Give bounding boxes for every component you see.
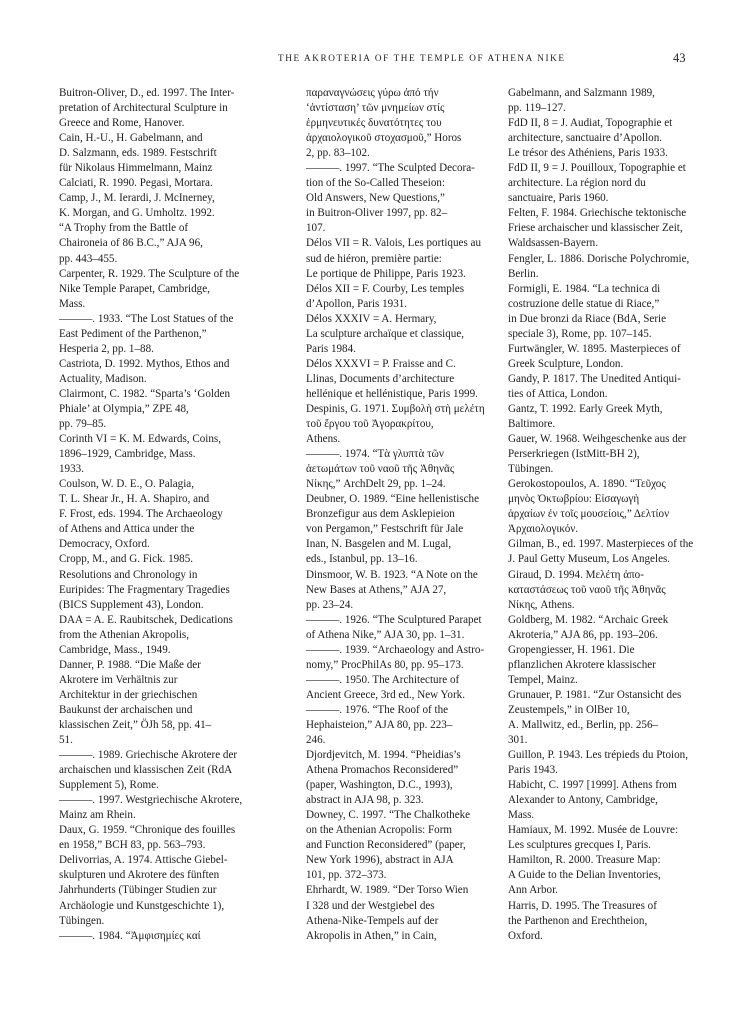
running-title: THE AKROTERIA OF THE TEMPLE OF ATHENA NIKE xyxy=(278,53,566,63)
entry-line: Tempel, Mainz. xyxy=(508,673,578,686)
entry-line: Furtwängler, W. 1895. Masterpieces of xyxy=(508,342,681,355)
entry-line: Gerokostopoulos, A. 1890. “Τεῦχος xyxy=(508,478,666,491)
entry-line: Euripides: The Fragmentary Tragedies xyxy=(59,583,230,596)
entry-line: the Parthenon and Erechtheion, xyxy=(508,914,648,927)
entry-line: Supplement 5), Rome. xyxy=(59,779,159,792)
entry-line: Alexander to Antony, Cambridge, xyxy=(508,794,658,807)
bibliography-entry xyxy=(508,613,718,643)
entry-line: Cambridge, Mass., 1949. xyxy=(59,643,171,656)
entry-line: Friese archaischer und klassischer Zeit, xyxy=(508,222,683,235)
entry-line: Mainz am Rhein. xyxy=(59,809,136,822)
entry-line: Gauer, W. 1968. Weihgeschenke aus der xyxy=(508,433,687,446)
bibliography-entry xyxy=(59,432,264,477)
entry-line: A. Mallwitz, ed., Berlin, pp. 256– xyxy=(508,718,659,731)
entry-line: Délos XXXIV = A. Hermary, xyxy=(306,312,437,325)
entry-line: Hesperia 2, pp. 1–88. xyxy=(59,342,154,355)
entry-line: ———. 1926. “The Sculptured Parapet xyxy=(306,613,482,626)
entry-line: Perserkriegen (IstMitt-BH 2), xyxy=(508,448,640,461)
entry-line: J. Paul Getty Museum, Los Angeles. xyxy=(508,553,671,566)
entry-line: pp. 443–455. xyxy=(59,252,118,265)
entry-line: ———. 1997. “The Sculpted Decora- xyxy=(306,162,475,175)
entry-line: Zeustempels,” in OlBer 10, xyxy=(508,703,630,716)
entry-line: Mass. xyxy=(59,297,86,310)
entry-line: Harris, D. 1995. The Treasures of xyxy=(508,899,657,912)
bibliography-entry xyxy=(508,282,718,342)
bibliography-entry xyxy=(59,86,264,131)
entry-line: Gilman, B., ed. 1997. Masterpieces of the xyxy=(508,538,694,551)
running-header xyxy=(0,53,742,69)
bibliography-entry xyxy=(508,688,718,748)
entry-line: Le portique de Philippe, Paris 1923. xyxy=(306,267,466,280)
bibliography-entry xyxy=(306,808,504,883)
entry-line: Buitron-Oliver, D., ed. 1997. The Inter- xyxy=(59,87,235,99)
entry-line: Old Answers, New Questions,” xyxy=(306,192,445,205)
entry-line: ‘ἀντίσταση’ τῶν μνημείων στίς xyxy=(306,102,445,115)
entry-line: from the Athenian Akropolis, xyxy=(59,628,190,641)
entry-line: Cain, H.-U., H. Gabelmann, and xyxy=(59,132,203,145)
bibliography-entry xyxy=(59,929,264,944)
entry-line: en 1958,” BCH 83, pp. 563–793. xyxy=(59,839,206,852)
bibliography-entry xyxy=(508,477,718,537)
entry-line: Ancient Greece, 3rd ed., New York. xyxy=(306,688,465,701)
entry-line: Habicht, C. 1997 [1999]. Athens from xyxy=(508,779,677,792)
entry-line: ἀετωμάτων τοῦ ναοῦ τῆς Ἀθηνᾶς xyxy=(306,463,455,476)
bibliography-entry xyxy=(508,116,718,161)
entry-line: Les sculptures grecques I, Paris. xyxy=(508,839,651,852)
entry-line: (BICS Supplement 43), London. xyxy=(59,598,204,611)
bibliography-entry xyxy=(508,432,718,477)
bibliography-entry xyxy=(508,161,718,206)
bibliography-column-1 xyxy=(59,86,264,944)
entry-line: Democracy, Oxford. xyxy=(59,538,150,551)
bibliography-entry xyxy=(306,86,504,161)
entry-line: Jahrhunderts (Tübinger Studien zur xyxy=(59,884,217,897)
entry-line: Despinis, G. 1971. Συμβολὴ στὴ μελέτη xyxy=(306,402,485,415)
entry-line: Berlin. xyxy=(508,267,539,280)
entry-line: archaischen und klassischen Zeit (RdA xyxy=(59,764,233,777)
entry-line: Waldsassen-Bayern. xyxy=(508,237,598,250)
entry-line: Deubner, O. 1989. “Eine hellenistische xyxy=(306,493,479,506)
entry-line: 101, pp. 372–373. xyxy=(306,869,387,882)
entry-line: speciale 3), Rome, pp. 107–145. xyxy=(508,327,652,340)
bibliography-entry xyxy=(508,643,718,688)
entry-line: in Buitron-Oliver 1997, pp. 82– xyxy=(306,207,448,220)
entry-line: παραναγνώσεις γύρω ἀπό τήν xyxy=(306,87,439,99)
entry-line: Paris 1984. xyxy=(306,342,356,355)
entry-line: Greece and Rome, Hanover. xyxy=(59,117,185,130)
entry-line: (paper, Washington, D.C., 1993), xyxy=(306,779,453,792)
entry-line: pp. 23–24. xyxy=(306,598,354,611)
entry-line: Mass. xyxy=(508,809,535,822)
bibliography-entry xyxy=(59,658,264,748)
bibliography-entry xyxy=(306,492,504,567)
entry-line: Dinsmoor, W. B. 1923. “A Note on the xyxy=(306,568,478,581)
entry-line: καταστάσεως τοῦ ναοῦ τῆς Ἀθηνᾶς xyxy=(508,583,666,596)
entry-line: sud de hiéron, première partie: xyxy=(306,252,442,265)
bibliography-entry xyxy=(59,387,264,432)
entry-line: abstract in AJA 98, p. 323. xyxy=(306,794,424,807)
entry-line: ———. 1939. “Archaeology and Astro- xyxy=(306,643,485,656)
entry-line: 107. xyxy=(306,222,326,235)
entry-line: Carpenter, R. 1929. The Sculpture of the xyxy=(59,267,240,280)
bibliography-entry xyxy=(508,899,718,944)
entry-line: Nike Temple Parapet, Cambridge, xyxy=(59,282,210,295)
entry-line: Fengler, L. 1886. Dorische Polychromie, xyxy=(508,252,690,265)
entry-line: K. Morgan, and G. Umholtz. 1992. xyxy=(59,207,215,220)
entry-line: Calciati, R. 1990. Pegasi, Mortara. xyxy=(59,177,213,190)
entry-line: Oxford. xyxy=(508,929,543,942)
bibliography-entry xyxy=(306,613,504,643)
entry-line: Tübingen. xyxy=(508,463,554,476)
entry-line: 246. xyxy=(306,734,326,747)
entry-line: architecture, sanctuaire d’Apollon. xyxy=(508,132,663,145)
entry-line: La sculpture archaïque et classique, xyxy=(306,327,465,340)
entry-line: Felten, F. 1984. Griechische tektonische xyxy=(508,207,687,220)
bibliography-entry xyxy=(306,161,504,236)
entry-line: Castriota, D. 1992. Mythos, Ethos and xyxy=(59,357,230,370)
entry-line: East Pediment of the Parthenon,” xyxy=(59,327,207,340)
bibliography-entry xyxy=(59,477,264,552)
bibliography-entry xyxy=(508,853,718,898)
entry-line: 1933. xyxy=(59,463,84,476)
entry-line: Gropengiesser, H. 1961. Die xyxy=(508,643,635,656)
bibliography-entry xyxy=(306,883,504,943)
bibliography-entry xyxy=(508,372,718,402)
entry-line: Ἀρχαιολογικόν. xyxy=(508,523,579,536)
bibliography-entry xyxy=(59,613,264,658)
entry-line: pflanzlichen Akrotere klassischer xyxy=(508,658,656,671)
bibliography-entry xyxy=(508,206,718,251)
entry-line: ἑρμηνευτικές δυνατότητες του xyxy=(306,117,442,130)
bibliography-entry xyxy=(59,748,264,793)
entry-line: Délos XXXVI = P. Fraisse and C. xyxy=(306,357,456,370)
entry-line: DAA = A. E. Raubitschek, Dedications xyxy=(59,613,233,626)
entry-line: Gabelmann, and Salzmann 1989, xyxy=(508,87,655,99)
bibliography-entry xyxy=(306,568,504,613)
entry-line: 2, pp. 83–102. xyxy=(306,147,370,160)
entry-line: Akropolis in Athen,” in Cain, xyxy=(306,929,437,942)
entry-line: ———. 1989. Griechische Akrotere der xyxy=(59,749,238,762)
entry-line: Νίκης,” ArchDelt 29, pp. 1–24. xyxy=(306,478,446,491)
entry-line: für Nikolaus Himmelmann, Mainz xyxy=(59,162,213,175)
entry-line: Coulson, W. D. E., O. Palagia, xyxy=(59,478,194,491)
bibliography-entry xyxy=(59,823,264,853)
page-number: 43 xyxy=(673,51,686,65)
entry-line: T. L. Shear Jr., H. A. Shapiro, and xyxy=(59,493,210,506)
entry-line: Guillon, P. 1943. Les trépieds du Ptoion, xyxy=(508,749,688,762)
entry-line: Νίκης, Athens. xyxy=(508,598,575,611)
bibliography-entry xyxy=(306,703,504,748)
entry-line: I 328 und der Westgiebel des xyxy=(306,899,435,912)
bibliography-entry xyxy=(306,748,504,808)
entry-line: Llinas, Documents d’architecture xyxy=(306,372,455,385)
entry-line: Baltimore. xyxy=(508,418,556,431)
bibliography-entry xyxy=(59,131,264,176)
bibliography-column-3 xyxy=(508,86,718,944)
entry-line: Hamiaux, M. 1992. Musée de Louvre: xyxy=(508,824,679,837)
entry-line: hellénique et hellénistique, Paris 1999. xyxy=(306,387,478,400)
entry-line: Athena Promachos Reconsidered” xyxy=(306,764,459,777)
entry-line: Gandy, P. 1817. The Unedited Antiqui- xyxy=(508,372,681,385)
entry-line: sanctuaire, Paris 1960. xyxy=(508,192,609,205)
entry-line: Goldberg, M. 1982. “Archaic Greek xyxy=(508,613,669,626)
bibliography-entry xyxy=(508,568,718,613)
entry-line: Corinth VI = K. M. Edwards, Coins, xyxy=(59,433,221,446)
entry-line: Délos VII = R. Valois, Les portiques au xyxy=(306,237,482,250)
entry-line: Daux, G. 1959. “Chronique des fouilles xyxy=(59,824,236,837)
entry-line: on the Athenian Acropolis: Form xyxy=(306,824,453,837)
entry-line: Akroteria,” AJA 86, pp. 193–206. xyxy=(508,628,658,641)
entry-line: FdD II, 8 = J. Audiat, Topographie et xyxy=(508,117,673,130)
bibliography-entry xyxy=(508,823,718,853)
entry-line: μηνὸς Ὀκτωβρίου: Εἰσαγωγὴ xyxy=(508,493,640,506)
entry-line: ἀρχαίων ἐν τοῖς μουσείοις,” Δελτίον xyxy=(508,508,670,521)
entry-line: Greek Sculpture, London. xyxy=(508,357,624,370)
entry-line: ———. 1984. “Ἀμφισημίες καί xyxy=(59,929,201,942)
bibliography-entry xyxy=(508,537,718,567)
entry-line: FdD II, 9 = J. Pouilloux, Topographie et xyxy=(508,162,686,175)
entry-line: and Function Reconsidered” (paper, xyxy=(306,839,466,852)
entry-line: pretation of Architectural Sculpture in xyxy=(59,102,228,115)
entry-line: 1896–1929, Cambridge, Mass. xyxy=(59,448,196,461)
entry-line: Hephaisteion,” AJA 80, pp. 223– xyxy=(306,718,453,731)
entry-line: New York 1996), abstract in AJA xyxy=(306,854,454,867)
entry-line: τοῦ ἔργου τοῦ Ἀγορακρίτου, xyxy=(306,418,434,431)
entry-line: Djordjevitch, M. 1994. “Pheidias’s xyxy=(306,749,461,762)
bibliography-entry xyxy=(306,312,504,357)
entry-line: nomy,” ProcPhilAs 80, pp. 95–173. xyxy=(306,658,464,671)
entry-line: F. Frost, eds. 1994. The Archaeology xyxy=(59,508,223,521)
entry-line: ———. 1950. The Architecture of xyxy=(306,673,460,686)
entry-line: Grunauer, P. 1981. “Zur Ostansicht des xyxy=(508,688,682,701)
bibliography-entry xyxy=(59,853,264,928)
bibliography-entry xyxy=(59,552,264,612)
bibliography-entry xyxy=(59,357,264,387)
entry-line: Ann Arbor. xyxy=(508,884,558,897)
entry-line: Danner, P. 1988. “Die Maße der xyxy=(59,658,201,671)
entry-line: Resolutions and Chronology in xyxy=(59,568,198,581)
entry-line: eds., Istanbul, pp. 13–16. xyxy=(306,553,418,566)
entry-line: ———. 1976. “The Roof of the xyxy=(306,703,449,716)
entry-line: pp. 119–127. xyxy=(508,102,566,115)
entry-line: of Athens and Attica under the xyxy=(59,523,195,536)
bibliography-entry xyxy=(306,673,504,703)
bibliography-entry xyxy=(306,643,504,673)
bibliography-entry xyxy=(508,252,718,282)
bibliography-column-2 xyxy=(306,86,504,944)
entry-line: Archäologie und Kunstgeschichte 1), xyxy=(59,899,225,912)
entry-line: Inan, N. Basgelen and M. Lugal, xyxy=(306,538,452,551)
bibliography-entry xyxy=(306,236,504,281)
entry-line: d’Apollon, Paris 1931. xyxy=(306,297,408,310)
bibliography-entry xyxy=(59,312,264,357)
entry-line: Clairmont, C. 1982. “Sparta’s ‘Golden xyxy=(59,387,231,400)
bibliography-entry xyxy=(508,342,718,372)
entry-line: Ehrhardt, W. 1989. “Der Torso Wien xyxy=(306,884,469,897)
entry-line: of Athena Nike,” AJA 30, pp. 1–31. xyxy=(306,628,465,641)
entry-line: skulpturen und Akrotere des fünften xyxy=(59,869,220,882)
entry-line: Phiale’ at Olympia,” ZPE 48, xyxy=(59,402,189,415)
bibliography-entry xyxy=(508,86,718,116)
bibliography-entry xyxy=(59,793,264,823)
entry-line: A Guide to the Delian Inventories, xyxy=(508,869,661,882)
entry-line: ———. 1997. Westgriechische Akrotere, xyxy=(59,794,243,807)
entry-line: Athena-Nike-Tempels auf der xyxy=(306,914,439,927)
bibliography-entry xyxy=(508,402,718,432)
entry-line: Delivorrias, A. 1974. Attische Giebel- xyxy=(59,854,228,867)
entry-line: Giraud, D. 1994. Μελέτη ἀπο- xyxy=(508,568,644,581)
entry-line: Akrotere im Verhältnis zur xyxy=(59,673,178,686)
entry-line: costruzione delle statue di Riace,” xyxy=(508,297,660,310)
entry-line: Athens. xyxy=(306,433,341,446)
entry-line: Baukunst der archaischen und xyxy=(59,703,193,716)
entry-line: ———. 1974. “Τὰ γλυπτὰ τῶν xyxy=(306,448,444,461)
bibliography-entry xyxy=(508,748,718,778)
bibliography-entry xyxy=(59,176,264,191)
entry-line: architecture. La région nord du xyxy=(508,177,646,190)
bibliography-entry xyxy=(306,357,504,402)
entry-line: Le trésor des Athéniens, Paris 1933. xyxy=(508,147,668,160)
bibliography-entry xyxy=(306,402,504,447)
entry-line: Cropp, M., and G. Fick. 1985. xyxy=(59,553,194,566)
entry-line: 301. xyxy=(508,734,528,747)
entry-line: Architektur in der griechischen xyxy=(59,688,198,701)
entry-line: Chaironeia of 86 B.C.,” AJA 96, xyxy=(59,237,203,250)
bibliography-entry xyxy=(306,282,504,312)
entry-line: Gantz, T. 1992. Early Greek Myth, xyxy=(508,402,663,415)
entry-line: “A Trophy from the Battle of xyxy=(59,222,189,235)
entry-line: Camp, J., M. Ierardi, J. McInerney, xyxy=(59,192,215,205)
entry-line: von Pergamon,” Festschrift für Jale xyxy=(306,523,464,536)
bibliography-entry xyxy=(306,447,504,492)
entry-line: ἀρχαιολογικοῦ στοχασμοῦ,” Horos xyxy=(306,132,462,145)
entry-line: Tübingen. xyxy=(59,914,105,927)
entry-line: Délos XII = F. Courby, Les temples xyxy=(306,282,465,295)
entry-line: 51. xyxy=(59,734,73,747)
entry-line: Downey, C. 1997. “The Chalkotheke xyxy=(306,809,471,822)
entry-line: klassischen Zeit,” ÖJh 58, pp. 41– xyxy=(59,718,212,731)
entry-line: D. Salzmann, eds. 1989. Festschrift xyxy=(59,147,217,160)
entry-line: in Due bronzi da Riace (BdA, Serie xyxy=(508,312,667,325)
entry-line: Hamilton, R. 2000. Treasure Map: xyxy=(508,854,661,867)
bibliography-entry xyxy=(59,191,264,266)
entry-line: ———. 1933. “The Lost Statues of the xyxy=(59,312,234,325)
entry-line: tion of the So-Called Theseion: xyxy=(306,177,446,190)
entry-line: ties of Attica, London. xyxy=(508,387,608,400)
entry-line: Formigli, E. 1984. “La technica di xyxy=(508,282,661,295)
bibliography-entry xyxy=(508,778,718,823)
entry-line: Actuality, Madison. xyxy=(59,372,147,385)
bibliography-entry xyxy=(59,267,264,312)
entry-line: pp. 79–85. xyxy=(59,418,107,431)
entry-line: New Bases at Athens,” AJA 27, xyxy=(306,583,447,596)
entry-line: Bronzefigur aus dem Asklepieion xyxy=(306,508,455,521)
entry-line: Paris 1943. xyxy=(508,764,558,777)
